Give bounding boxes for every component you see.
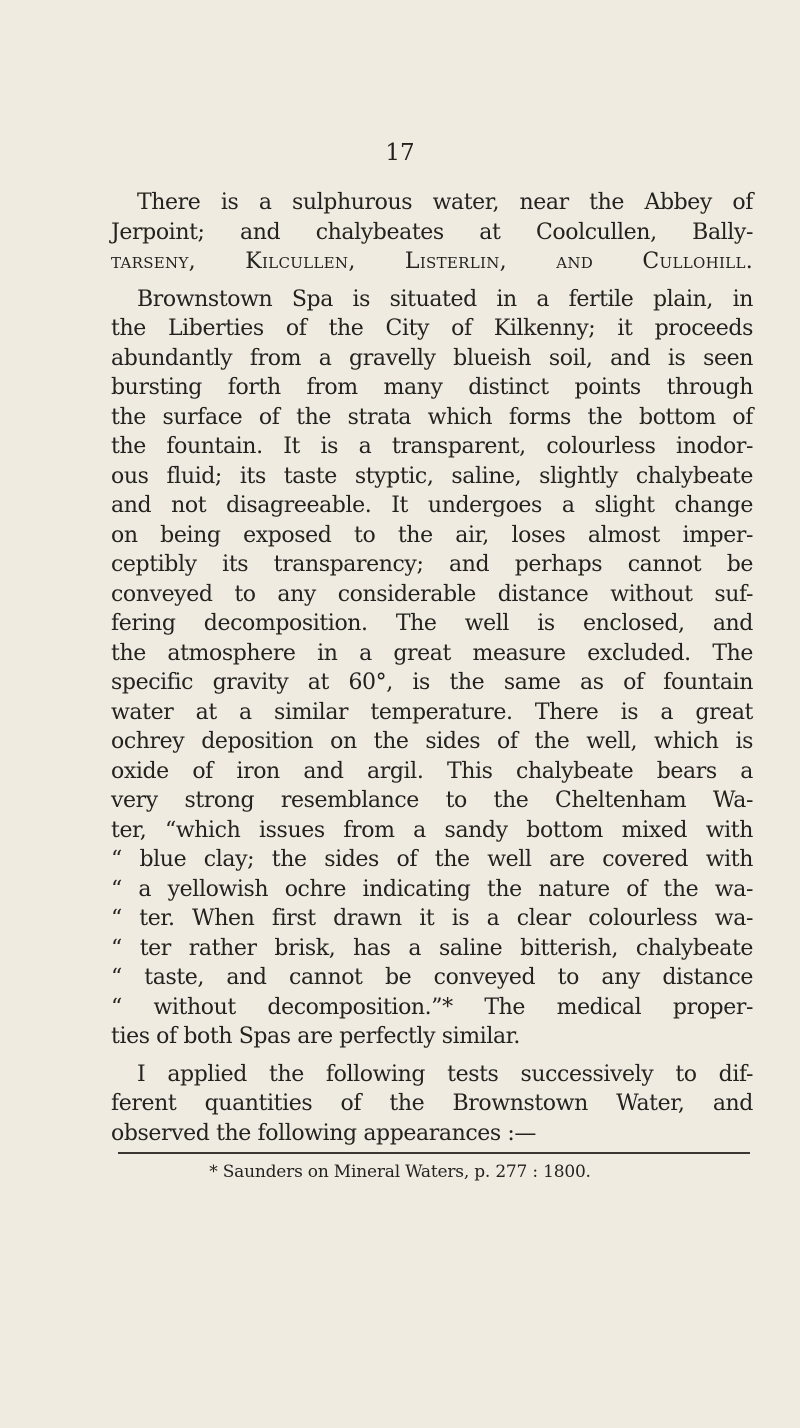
text-line: “ ter. When first drawn it is a clear colourless wa- <box>111 906 753 931</box>
text-line: “ ter rather brisk, has a saline bitterish, chalybeate <box>111 935 753 961</box>
text-line: “ blue clay; the sides of the well are covered with <box>111 847 753 872</box>
paragraph-1 <box>111 188 753 277</box>
text-line: the surface of the strata which forms the bottom of <box>111 404 753 430</box>
text-line: Brownstown Spa is situated in a fertile plain, in <box>137 286 753 312</box>
text-line: tarseny, Kilcullen, Listerlin, and Cullohill. <box>111 249 753 274</box>
text-line: fering decomposition. The well is enclosed, and <box>111 611 753 636</box>
text-line: Jerpoint; and chalybeates at Coolcullen, Bally- <box>111 219 753 245</box>
text-line: ceptibly its transparency; and perhaps cannot be <box>111 552 753 577</box>
text-line: oxide of iron and argil. This chalybeate bears a <box>111 758 753 784</box>
text-line: specific gravity at 60°, is the same as of fountain <box>111 670 753 695</box>
paragraph-3 <box>111 1060 753 1149</box>
text-line: “ without decomposition.”* The medical proper- <box>111 994 753 1020</box>
text-line: abundantly from a gravelly blueish soil, and is seen <box>111 345 753 371</box>
text-line: bursting forth from many distinct points through <box>111 375 753 400</box>
text-line: conveyed to any considerable distance without suf- <box>111 581 753 607</box>
text-line: ferent quantities of the Brownstown Water, and <box>111 1091 753 1116</box>
text-line: water at a similar temperature. There is a great <box>111 699 753 725</box>
text-line: observed the following appearances :— <box>111 1120 536 1146</box>
body-text <box>111 188 753 1148</box>
text-line: There is a sulphurous water, near the Abbey of <box>137 190 753 215</box>
paragraph-2 <box>111 285 753 1052</box>
text-line: ter, “which issues from a sandy bottom mixed with <box>111 817 753 843</box>
text-line: the Liberties of the City of Kilkenny; it proceeds <box>111 316 753 341</box>
page-number: 17 <box>385 140 415 166</box>
text-line: ochrey deposition on the sides of the well, which is <box>111 729 753 754</box>
text-line: on being exposed to the air, loses almost imper- <box>111 522 753 548</box>
text-line: and not disagreeable. It undergoes a slight change <box>111 493 753 518</box>
text-line: “ taste, and cannot be conveyed to any distance <box>111 965 753 990</box>
text-line: ous fluid; its taste styptic, saline, slightly chalybeate <box>111 463 753 489</box>
footnote-divider <box>118 1152 750 1154</box>
text-line: very strong resemblance to the Cheltenham Wa- <box>111 788 753 813</box>
text-line: “ a yellowish ochre indicating the nature of the wa- <box>111 876 753 902</box>
text-line: I applied the following tests successively to dif- <box>137 1061 753 1087</box>
footnote: * Saunders on Mineral Waters, p. 277 : 1800. <box>209 1162 591 1182</box>
text-line: ties of both Spas are perfectly similar. <box>111 1024 520 1049</box>
text-line: the atmosphere in a great measure excluded. The <box>111 640 753 666</box>
text-line: the fountain. It is a transparent, colourless inodor- <box>111 434 753 459</box>
